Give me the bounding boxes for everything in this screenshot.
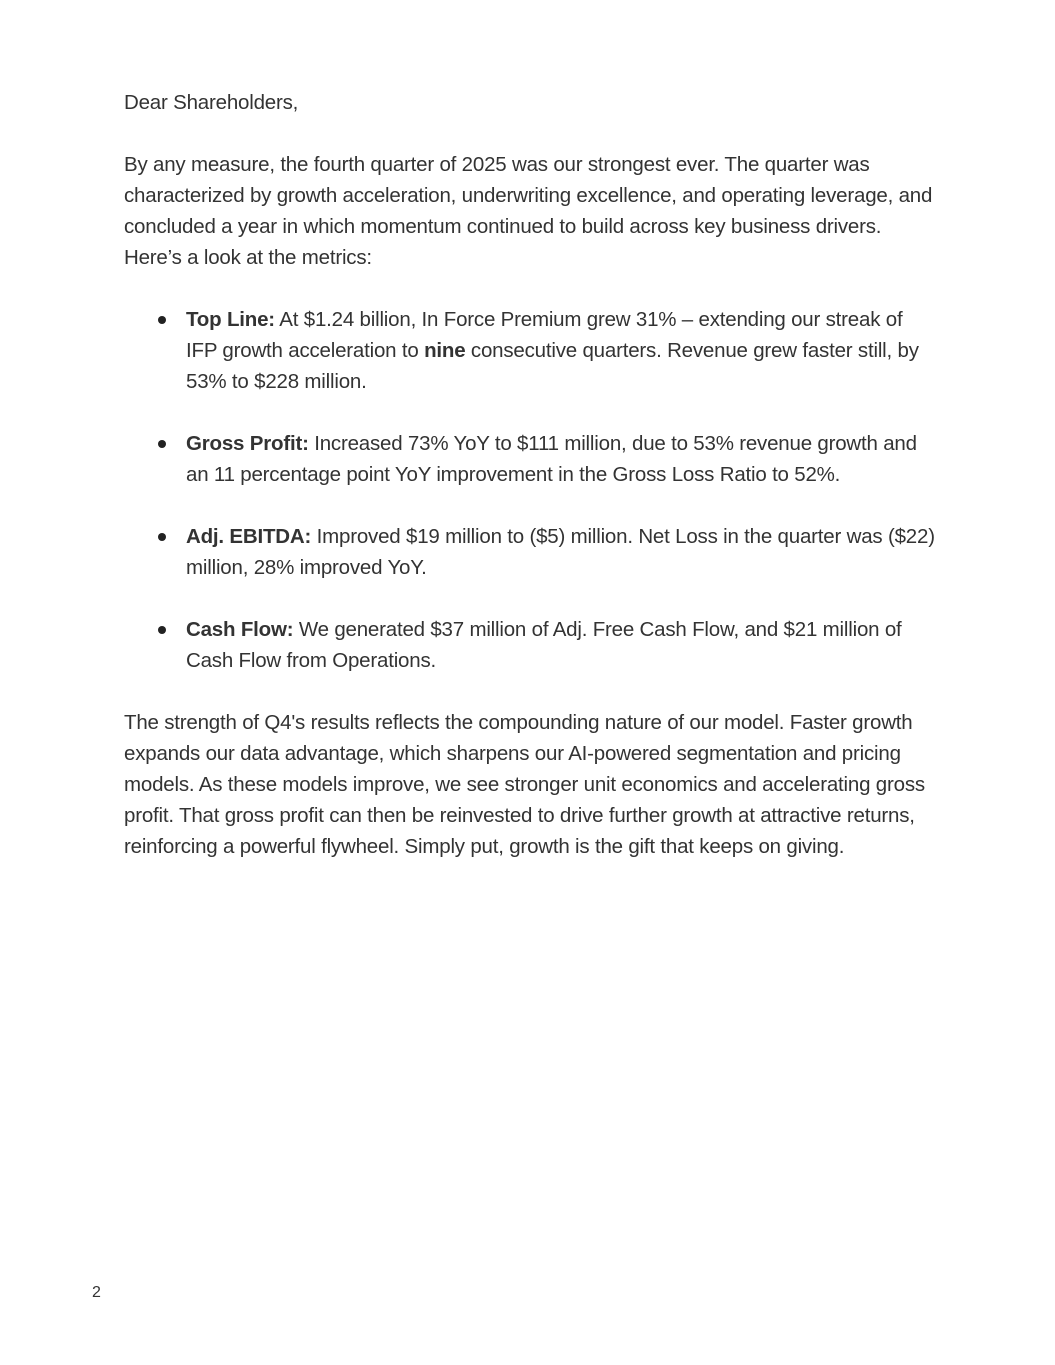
bullet-icon — [158, 440, 166, 448]
metric-text: consecutive quarters. Revenue grew faster still, by 53% to $228 million. — [186, 339, 919, 393]
salutation: Dear Shareholders, — [124, 91, 299, 114]
metric-label: Cash Flow: — [186, 618, 294, 641]
metric-text: At $1.24 billion, In Force Premium grew 31% – extending our streak of IFP growth acceleration to — [186, 308, 903, 362]
letter-body — [124, 87, 936, 862]
intro-paragraph: By any measure, the fourth quarter of 2025 was our strongest ever. The quarter was characterized by growth acceleration, underwriting excellence, and operating leverage, and concluded a year in which momentum continued to build across key business drivers. Here’s a look at the metrics: — [124, 153, 933, 269]
metric-item-cash-flow — [124, 614, 936, 676]
page-number: 2 — [92, 1284, 101, 1301]
bullet-icon — [158, 626, 166, 634]
metric-text: We generated $37 million of Adj. Free Cash Flow, and $21 million of Cash Flow from Operations. — [186, 618, 902, 672]
metric-emphasis: nine — [424, 339, 466, 362]
metrics-list — [124, 304, 936, 676]
bullet-icon — [158, 533, 166, 541]
metric-label: Top Line: — [186, 308, 275, 331]
metric-item-gross-profit — [124, 428, 936, 490]
metric-text: Increased 73% YoY to $111 million, due to 53% revenue growth and an 11 percentage point YoY improvement in the Gross Loss Ratio to 52%. — [186, 432, 917, 486]
metric-label: Gross Profit: — [186, 432, 309, 455]
metric-item-adj-ebitda — [124, 521, 936, 583]
bullet-icon — [158, 316, 166, 324]
metric-label: Adj. EBITDA: — [186, 525, 312, 548]
closing-paragraph: The strength of Q4's results reflects the compounding nature of our model. Faster growth expands our data advantage, which sharpens our AI-powered segmentation and pricing models. As these models improve, we see stronger unit economics and accelerating gross profit. That gross profit can then be reinvested to drive further growth at attractive returns, reinforcing a powerful flywheel. Simply put, growth is the gift that keeps on giving. — [124, 711, 925, 858]
metric-item-top-line — [124, 304, 936, 397]
metric-text: Improved $19 million to ($5) million. Net Loss in the quarter was ($22) million, 28% improved YoY. — [186, 525, 935, 579]
